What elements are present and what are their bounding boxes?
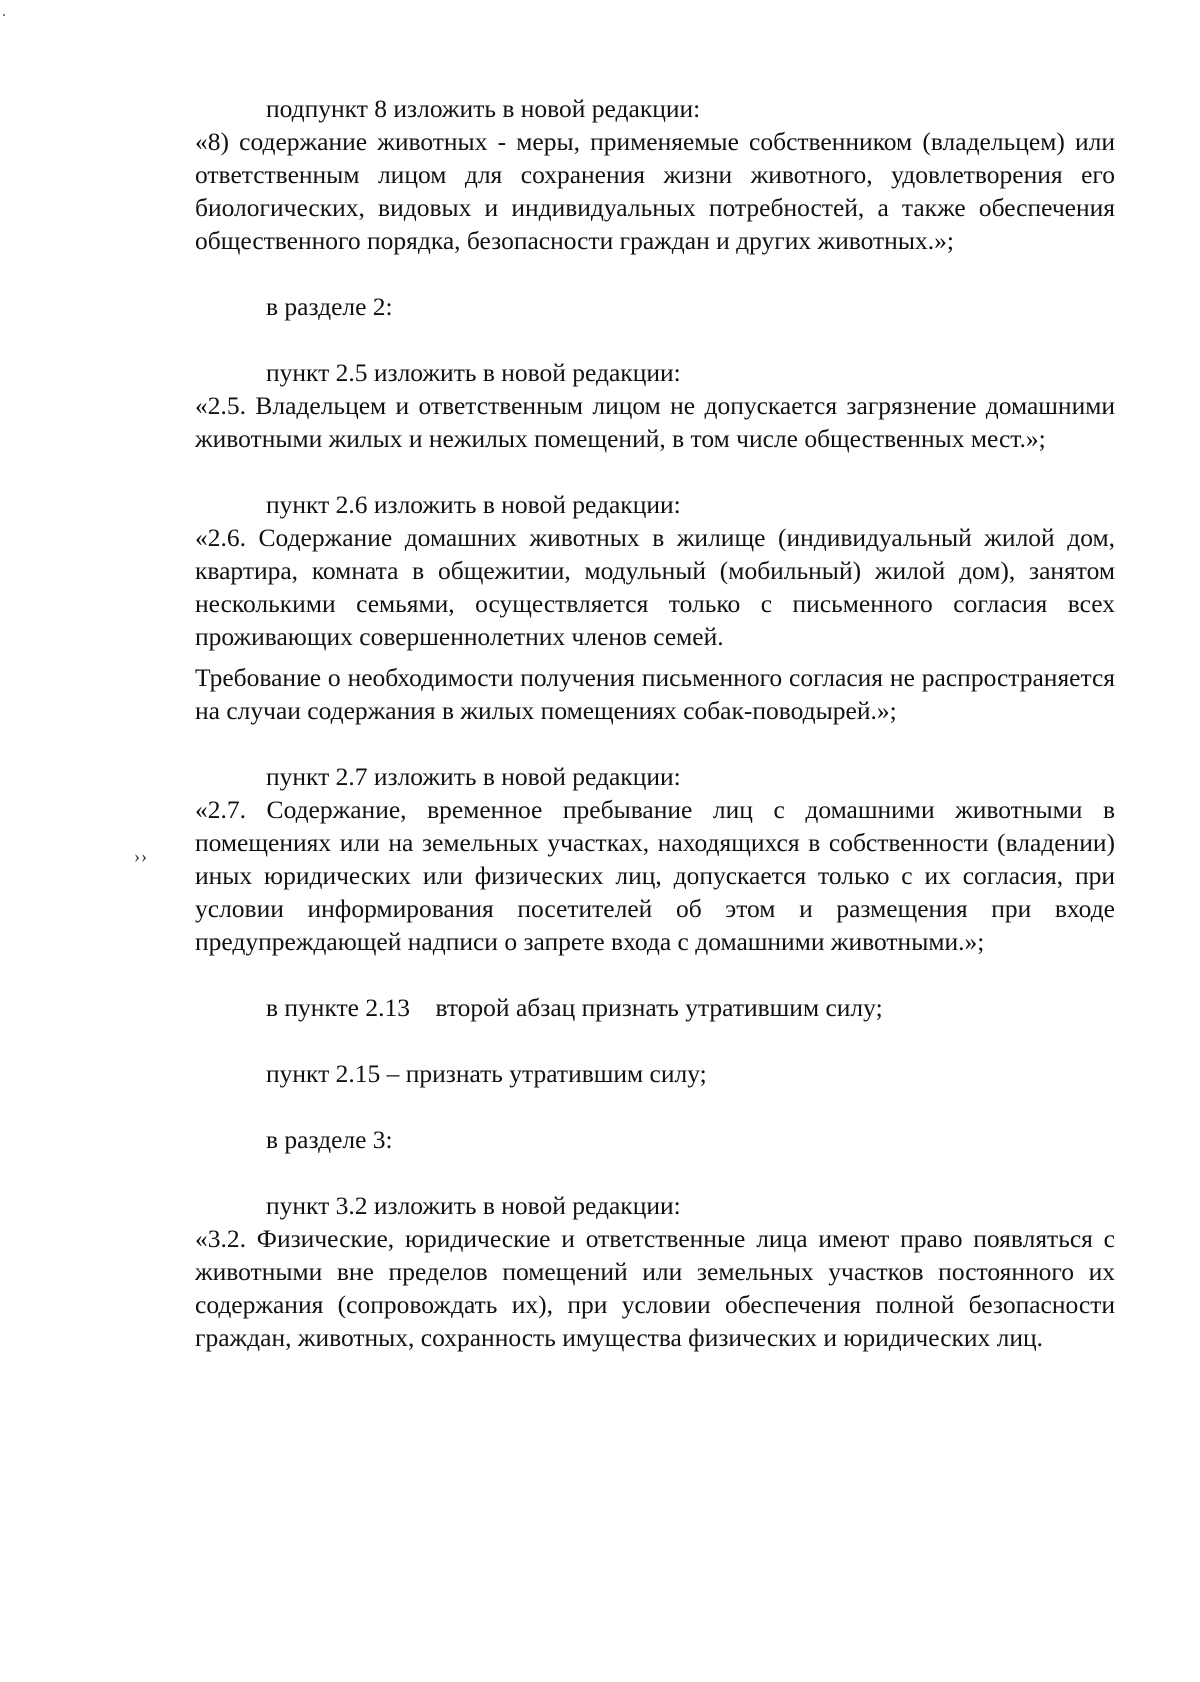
point-3-2-text: «3.2. Физические, юридические и ответственные лица имеют право появляться с животными вне пределов помещений или земельных участков постоянного их содержания (сопровождать их), при условии обеспечения полной безопасности граждан, животных, сохранность имущества физических и юридических лиц.: [195, 1224, 1115, 1352]
point-2-5-heading: пункт 2.5 изложить в новой редакции:: [266, 358, 681, 387]
section-3-heading: в разделе 3:: [266, 1125, 393, 1154]
point-2-15-text: пункт 2.15 – признать утратившим силу;: [266, 1059, 707, 1088]
section-2-heading: в разделе 2:: [266, 292, 393, 321]
point-2-5-text: «2.5. Владельцем и ответственным лицом не допускается загрязнение домашними животными жилых и нежилых помещений, в том числе общественных мест.»;: [195, 391, 1115, 453]
margin-mark: ››: [134, 846, 148, 866]
point-2-6-text: «2.6. Содержание домашних животных в жилище (индивидуальный жилой дом, квартира, комната в общежитии, модульный (мобильный) жилой дом), занятом несколькими семьями, осуществляется только с письменного согласия всех проживающих совершеннолетних членов семей.: [195, 523, 1115, 651]
point-2-6-text-2: Требование о необходимости получения письменного согласия не распространяется на случаи содержания в жилых помещениях собак-поводырей.»;: [195, 663, 1115, 725]
subpoint-8-text: «8) содержание животных - меры, применяемые собственником (владельцем) или ответственным лицом для сохранения жизни животного, удовлетворения его биологических, видовых и индивидуальных потребностей, а также обеспечения общественного порядка, безопасности граждан и других животных.»;: [195, 127, 1115, 255]
point-2-7-text: «2.7. Содержание, временное пребывание лиц с домашними животными в помещениях или на земельных участках, находящихся в собственности (владении) иных юридических или физических лиц, допускается только с их согласия, при условии информирования посетителей об этом и размещения при входе предупреждающей надписи о запрете входа с домашними животными.»;: [195, 795, 1115, 956]
point-3-2-heading: пункт 3.2 изложить в новой редакции:: [266, 1191, 681, 1220]
subpoint-8-heading: подпункт 8 изложить в новой редакции:: [266, 94, 701, 123]
scan-speck: [3, 14, 5, 16]
point-2-7-heading: пункт 2.7 изложить в новой редакции:: [266, 762, 681, 791]
document-page: [195, 92, 1115, 1354]
point-2-13-text: в пункте 2.13 второй абзац признать утратившим силу;: [266, 993, 883, 1022]
point-2-6-heading: пункт 2.6 изложить в новой редакции:: [266, 490, 681, 519]
